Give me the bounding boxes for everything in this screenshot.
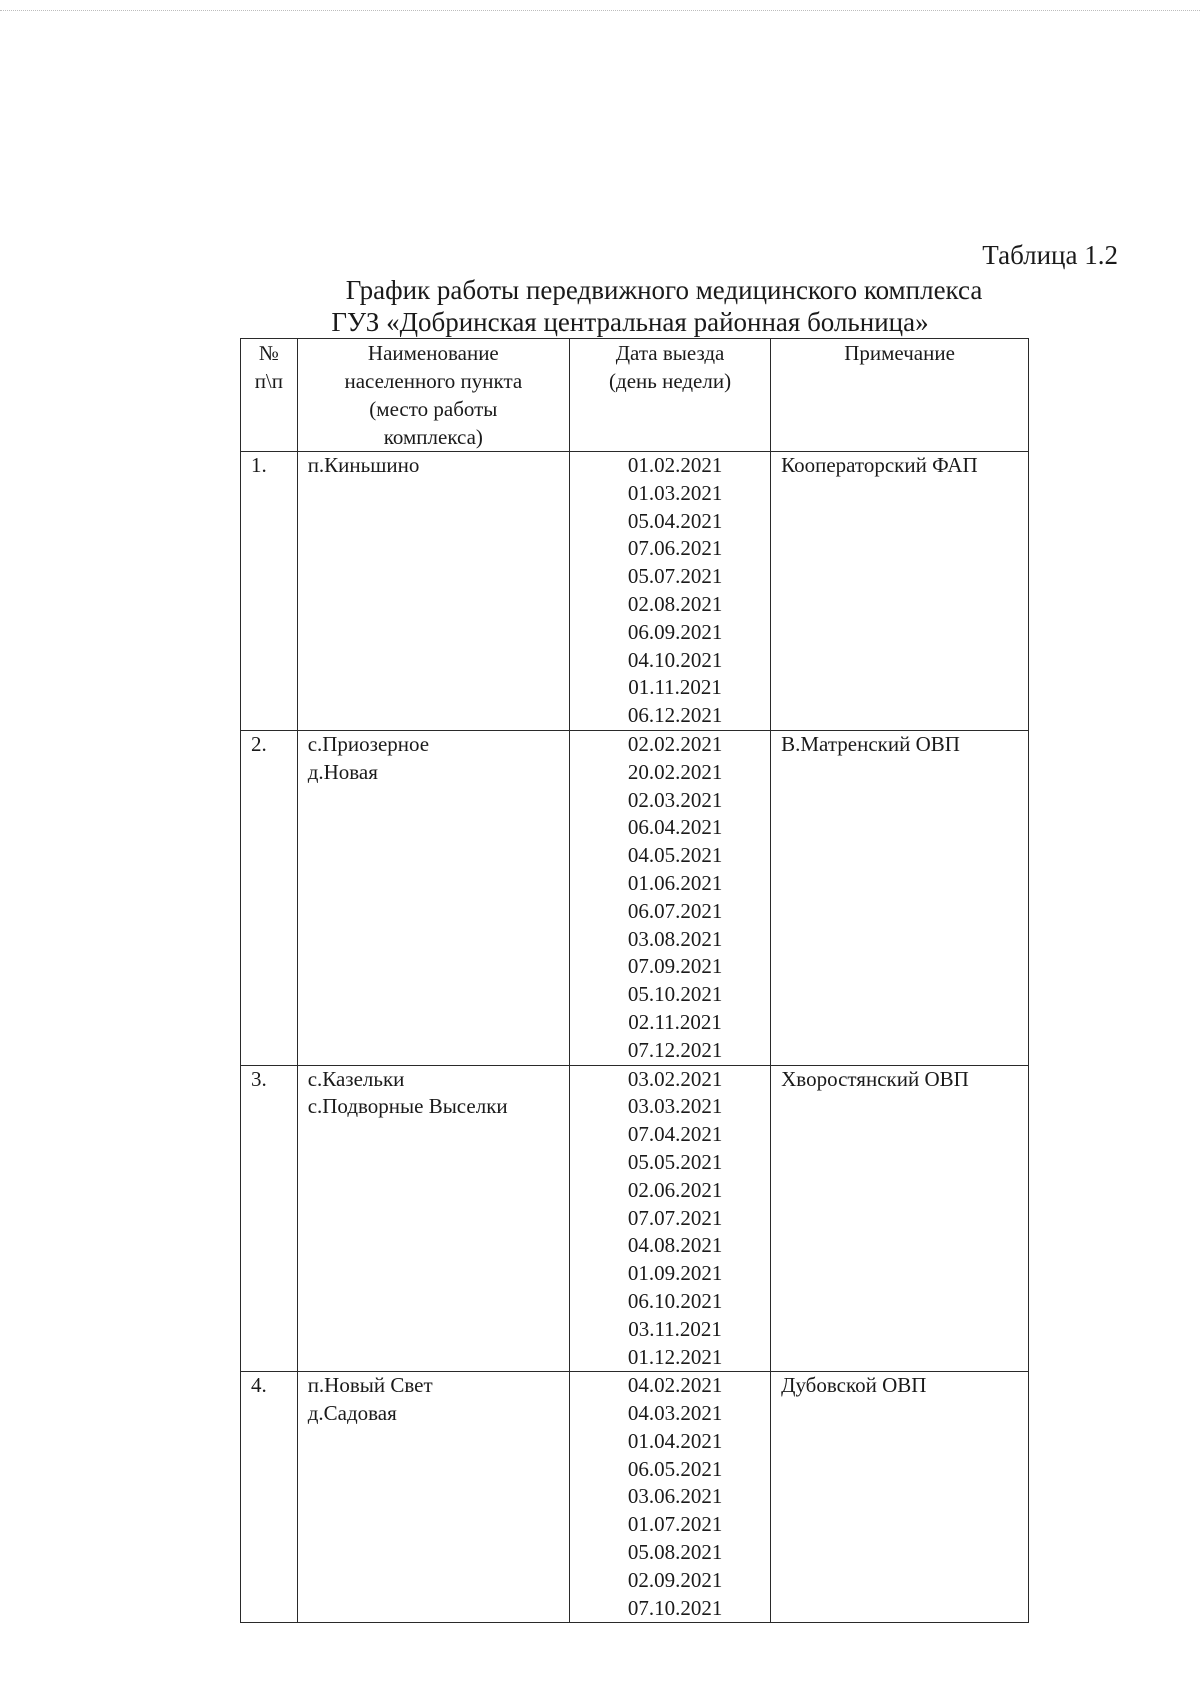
visit-date: 02.08.2021: [627, 591, 723, 616]
dates-cell: [570, 1065, 771, 1372]
visit-date: 05.10.2021: [627, 982, 723, 1007]
visit-date: 06.10.2021: [627, 1288, 723, 1313]
header-place-line: населенного пункта: [344, 369, 523, 393]
visit-date: 02.03.2021: [627, 787, 723, 812]
settlement-cell: [297, 730, 569, 1065]
visit-date: 20.02.2021: [627, 759, 723, 784]
dates-cell: [570, 452, 771, 731]
visit-date: 04.03.2021: [627, 1401, 723, 1426]
row-number: 1.: [241, 452, 298, 731]
visit-date: 04.10.2021: [627, 647, 723, 672]
schedule-table: [240, 338, 1029, 1623]
visit-date: 05.08.2021: [627, 1540, 723, 1565]
header-num-line: №: [258, 341, 279, 365]
table-row: [241, 730, 1029, 1065]
visit-date: 07.09.2021: [627, 954, 723, 979]
row-number: 2.: [241, 730, 298, 1065]
visit-date: 07.07.2021: [627, 1205, 723, 1230]
header-date-line: Дата выезда: [615, 341, 725, 365]
visit-date: 03.08.2021: [627, 926, 723, 951]
visit-date: 01.04.2021: [627, 1428, 723, 1453]
visit-date: 02.02.2021: [627, 731, 723, 756]
visit-date: 05.04.2021: [627, 508, 723, 533]
visit-date: 02.11.2021: [628, 1009, 722, 1034]
visit-date: 02.09.2021: [627, 1567, 723, 1592]
table-row: [241, 1065, 1029, 1372]
visit-date: 04.02.2021: [627, 1373, 723, 1398]
visit-date: 01.11.2021: [628, 675, 722, 700]
row-number: 3.: [241, 1065, 298, 1372]
visit-date: 07.10.2021: [627, 1595, 723, 1620]
visit-date: 04.05.2021: [627, 843, 723, 868]
dates-cell: [570, 1372, 771, 1623]
visit-date: 03.03.2021: [627, 1094, 723, 1119]
title-line-2: ГУЗ «Добринская центральная районная больница»: [331, 307, 929, 337]
visit-date: 07.06.2021: [627, 536, 723, 561]
visit-date: 03.11.2021: [628, 1316, 722, 1341]
visit-date: 01.02.2021: [627, 453, 723, 477]
document-title: [240, 274, 1060, 338]
note-cell: Кооператорский ФАП: [771, 452, 1029, 731]
visit-date: 01.09.2021: [627, 1261, 723, 1286]
header-place-line: комплекса): [383, 425, 483, 449]
visit-date: 03.02.2021: [627, 1066, 723, 1091]
settlement-name: с.Приозерное: [307, 731, 430, 756]
settlement-cell: [297, 452, 569, 731]
note-cell: В.Матренский ОВП: [771, 730, 1029, 1065]
visit-date: 05.07.2021: [627, 564, 723, 589]
table-row: [241, 452, 1029, 731]
row-number: 4.: [241, 1372, 298, 1623]
settlement-name: с.Казельки: [307, 1066, 405, 1091]
visit-date: 01.06.2021: [627, 870, 723, 895]
settlement-name: с.Подворные Выселки: [307, 1094, 508, 1119]
table-row: [241, 1372, 1029, 1623]
settlement-name: п.Киньшино: [307, 453, 420, 477]
header-place-line: (место работы: [369, 397, 498, 421]
visit-date: 02.06.2021: [627, 1177, 723, 1202]
settlement-name: п.Новый Свет: [307, 1373, 433, 1398]
settlement-cell: [297, 1372, 569, 1623]
settlement-cell: [297, 1065, 569, 1372]
note-cell: Дубовской ОВП: [771, 1372, 1029, 1623]
header-num-line: п\п: [254, 369, 283, 393]
visit-date: 06.09.2021: [627, 619, 723, 644]
visit-date: 06.07.2021: [627, 898, 723, 923]
visit-date: 06.04.2021: [627, 815, 723, 840]
title-line-1: График работы передвижного медицинского комплекса: [345, 275, 983, 305]
visit-date: 01.03.2021: [627, 480, 723, 505]
visit-date: 05.05.2021: [627, 1149, 723, 1174]
table-number: Таблица 1.2: [982, 240, 1118, 270]
visit-date: 07.12.2021: [627, 1037, 723, 1062]
visit-date: 01.07.2021: [627, 1512, 723, 1537]
settlement-name: д.Новая: [307, 759, 378, 784]
header-num: [241, 339, 298, 452]
visit-date: 07.04.2021: [627, 1122, 723, 1147]
header-place: [297, 339, 569, 452]
page-top-edge: [0, 10, 1200, 11]
visit-date: 04.08.2021: [627, 1233, 723, 1258]
header-date-line: (день недели): [609, 369, 732, 393]
header-place-line: Наименование: [367, 341, 499, 365]
header-note-line: Примечание: [844, 341, 955, 365]
settlement-name: д.Садовая: [307, 1401, 397, 1426]
header-date: [570, 339, 771, 452]
visit-date: 01.12.2021: [627, 1344, 723, 1369]
note-cell: Хворостянский ОВП: [771, 1065, 1029, 1372]
table-header-row: [241, 339, 1029, 452]
header-note: [771, 339, 1029, 452]
dates-cell: [570, 730, 771, 1065]
visit-date: 06.12.2021: [627, 703, 723, 728]
visit-date: 03.06.2021: [627, 1484, 723, 1509]
visit-date: 06.05.2021: [627, 1456, 723, 1481]
